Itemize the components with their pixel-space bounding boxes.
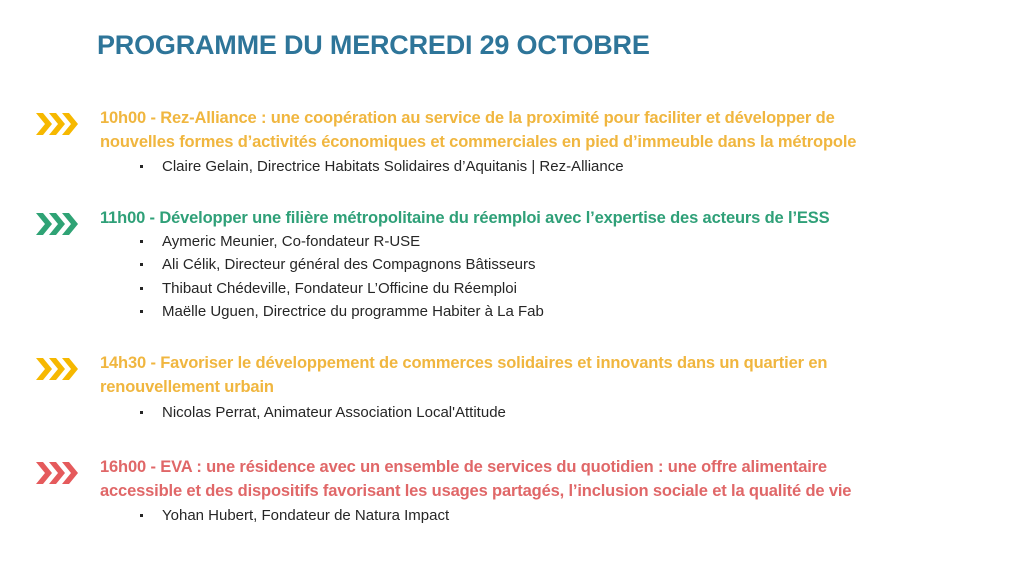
session-title: 16h00 - EVA : une résidence avec un ensemble de services du quotidien : une offre alimentaire accessible et des dispositifs favorisant les usages partagés, l’inclusion sociale et la qualité de vie: [100, 458, 852, 500]
bullet-icon: [140, 514, 143, 517]
bullet-icon: [140, 240, 143, 243]
speaker-item: Maëlle Uguen, Directrice du programme Habiter à La Fab: [140, 300, 544, 323]
triple-chevron-right-icon: [36, 461, 80, 485]
bullet-icon: [140, 310, 143, 313]
session-title: 14h30 - Favoriser le développement de commerces solidaires et innovants dans un quartier en renouvellement urbain: [100, 354, 828, 396]
speaker-item: Aymeric Meunier, Co-fondateur R-USE: [140, 230, 544, 253]
speaker-item: Yohan Hubert, Fondateur de Natura Impact: [140, 504, 449, 527]
speaker-list: [140, 155, 624, 178]
session-title: 10h00 - Rez-Alliance : une coopération au service de la proximité pour faciliter et développer de nouvelles formes d’activités économiques et commerciales en pied d’immeuble dans la métropole: [100, 109, 857, 151]
bullet-icon: [140, 263, 143, 266]
bullet-icon: [140, 411, 143, 414]
speaker-item: Nicolas Perrat, Animateur Association Local'Attitude: [140, 401, 506, 424]
speaker-list: [140, 230, 544, 323]
triple-chevron-right-icon: [36, 112, 80, 136]
speaker-item: Ali Célik, Directeur général des Compagnons Bâtisseurs: [140, 253, 544, 276]
speaker-list: [140, 504, 449, 527]
bullet-icon: [140, 287, 143, 290]
speaker-item: Thibaut Chédeville, Fondateur L’Officine du Réemploi: [140, 277, 544, 300]
session-title: 11h00 - Développer une filière métropolitaine du réemploi avec l’expertise des acteurs de l’ESS: [100, 209, 830, 227]
triple-chevron-right-icon: [36, 357, 80, 381]
speaker-item: Claire Gelain, Directrice Habitats Solidaires d’Aquitanis | Rez-Alliance: [140, 155, 624, 178]
speaker-list: [140, 401, 506, 424]
page-title: PROGRAMME DU MERCREDI 29 OCTOBRE: [97, 30, 650, 60]
bullet-icon: [140, 165, 143, 168]
triple-chevron-right-icon: [36, 212, 80, 236]
